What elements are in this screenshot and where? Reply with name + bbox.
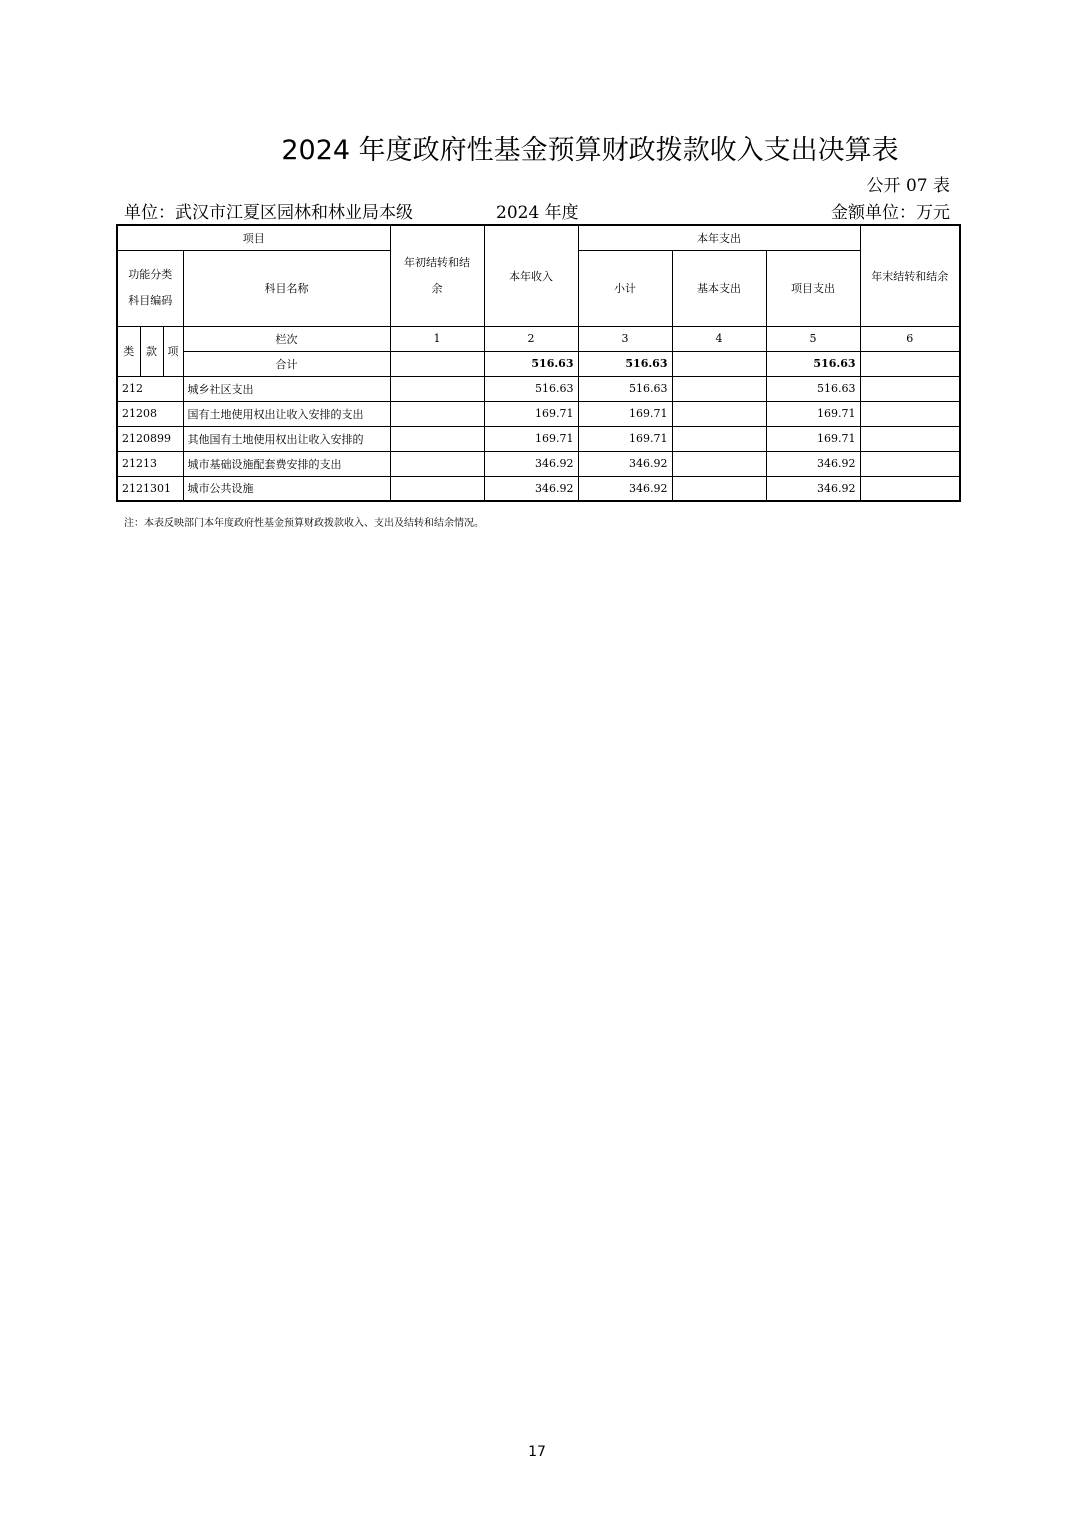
header-subtotal: 小计 [578, 250, 672, 326]
table-row [117, 401, 960, 426]
header-basic: 基本支出 [672, 250, 766, 326]
header-xiang: 项 [163, 326, 183, 376]
column-number: 5 [766, 326, 860, 351]
header-kuan: 款 [140, 326, 163, 376]
row-subtotal: 169.71 [578, 401, 672, 426]
header-begin-balance: 年初结转和结 余 [390, 225, 484, 326]
row-begin [390, 426, 484, 451]
row-begin [390, 476, 484, 501]
row-code: 21208 [117, 401, 183, 426]
row-basic [672, 376, 766, 401]
row-end [860, 426, 960, 451]
total-label: 合计 [183, 351, 390, 376]
row-subtotal: 346.92 [578, 451, 672, 476]
total-begin [390, 351, 484, 376]
unit-label: 单位：武汉市江夏区园林和林业局本级 [124, 203, 413, 223]
column-label: 栏次 [183, 326, 390, 351]
header-project: 项目 [117, 225, 390, 250]
row-income: 346.92 [484, 451, 578, 476]
header-end-balance: 年末结转和结余 [860, 225, 960, 326]
row-basic [672, 426, 766, 451]
year-label: 2024 年度 [496, 203, 579, 223]
header-func-code: 功能分类 科目编码 [117, 250, 183, 326]
row-begin [390, 376, 484, 401]
header-subject-name: 科目名称 [183, 250, 390, 326]
row-basic [672, 451, 766, 476]
row-subtotal: 516.63 [578, 376, 672, 401]
row-end [860, 451, 960, 476]
row-begin [390, 401, 484, 426]
table-row [117, 476, 960, 501]
row-end [860, 376, 960, 401]
page-title: 2024 年度政府性基金预算财政拨款收入支出决算表 [281, 135, 899, 166]
column-number: 2 [484, 326, 578, 351]
row-begin [390, 451, 484, 476]
table-row [117, 426, 960, 451]
row-end [860, 401, 960, 426]
row-basic [672, 401, 766, 426]
row-project: 346.92 [766, 451, 860, 476]
total-row [117, 351, 960, 376]
page-number: 17 [528, 1444, 546, 1460]
row-project: 169.71 [766, 426, 860, 451]
header-class: 类 [117, 326, 140, 376]
row-project: 516.63 [766, 376, 860, 401]
amount-unit-label: 金额单位：万元 [831, 203, 950, 223]
column-number: 3 [578, 326, 672, 351]
row-name: 其他国有土地使用权出让收入安排的 [183, 426, 390, 451]
budget-table [116, 224, 961, 502]
total-end [860, 351, 960, 376]
row-name: 城市公共设施 [183, 476, 390, 501]
table-row [117, 376, 960, 401]
row-subtotal: 346.92 [578, 476, 672, 501]
row-project: 346.92 [766, 476, 860, 501]
table-note: 注：本表反映部门本年度政府性基金预算财政拨款收入、支出及结转和结余情况。 [124, 518, 484, 529]
row-name: 城市基础设施配套费安排的支出 [183, 451, 390, 476]
row-subtotal: 169.71 [578, 426, 672, 451]
row-code: 2121301 [117, 476, 183, 501]
row-income: 169.71 [484, 401, 578, 426]
column-number: 1 [390, 326, 484, 351]
row-income: 346.92 [484, 476, 578, 501]
row-end [860, 476, 960, 501]
total-basic [672, 351, 766, 376]
row-name: 国有土地使用权出让收入安排的支出 [183, 401, 390, 426]
row-code: 2120899 [117, 426, 183, 451]
unit-line [124, 198, 950, 222]
header-income: 本年收入 [484, 225, 578, 326]
header-expense: 本年支出 [578, 225, 860, 250]
row-code: 21213 [117, 451, 183, 476]
row-code: 212 [117, 376, 183, 401]
row-income: 516.63 [484, 376, 578, 401]
column-number: 6 [860, 326, 960, 351]
row-income: 169.71 [484, 426, 578, 451]
row-project: 169.71 [766, 401, 860, 426]
table-row [117, 451, 960, 476]
row-basic [672, 476, 766, 501]
header-project-expense: 项目支出 [766, 250, 860, 326]
total-project: 516.63 [766, 351, 860, 376]
total-income: 516.63 [484, 351, 578, 376]
table-number: 公开 07 表 [866, 176, 950, 196]
column-number: 4 [672, 326, 766, 351]
total-subtotal: 516.63 [578, 351, 672, 376]
row-name: 城乡社区支出 [183, 376, 390, 401]
